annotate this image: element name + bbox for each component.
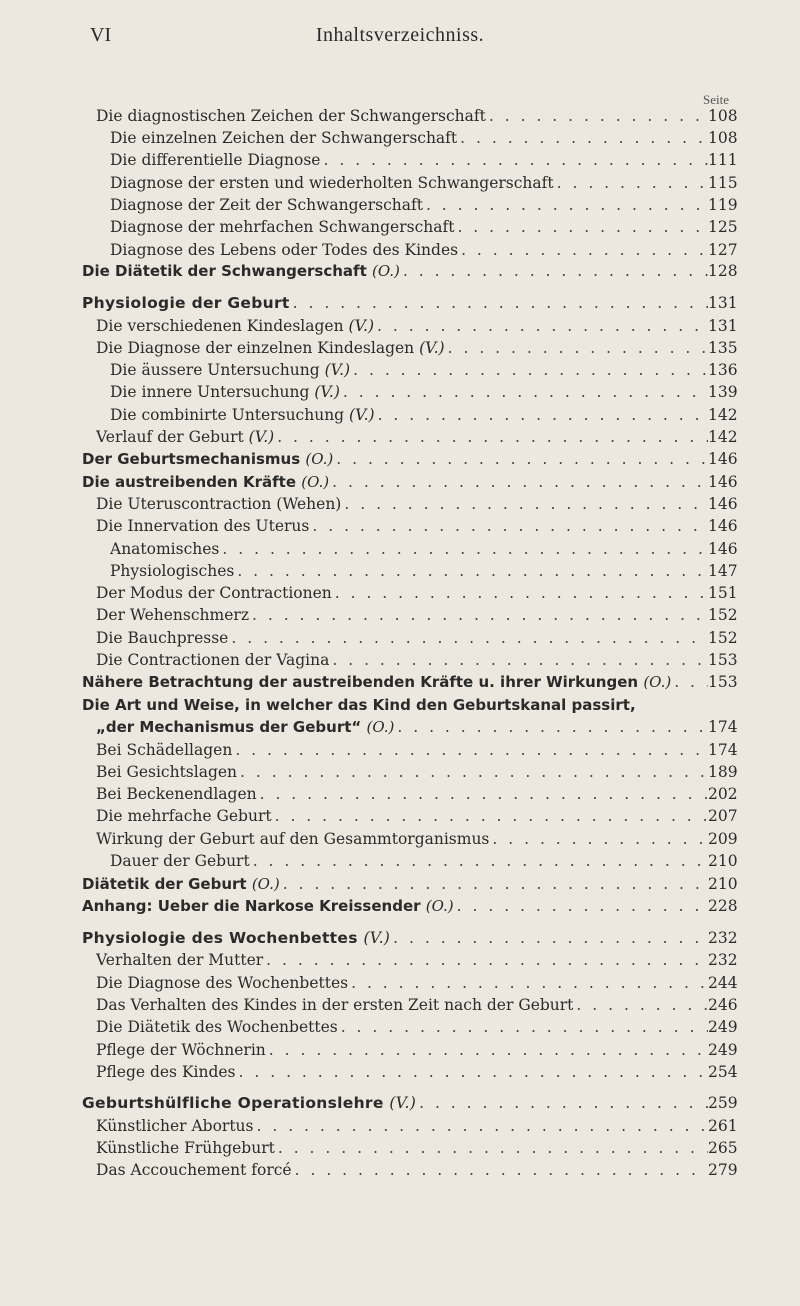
dot-leader	[333, 450, 708, 468]
toc-entry-title	[82, 696, 636, 714]
toc-entry-title	[110, 129, 457, 147]
toc-entry-author-note: (V.)	[314, 383, 340, 401]
toc-entry-text: Die äussere Untersuchung	[110, 361, 320, 379]
toc-entry-text: Die Diagnose der einzelnen Kindeslagen	[96, 339, 415, 357]
toc-entry-title	[96, 517, 309, 535]
toc-entry-title	[96, 495, 341, 513]
toc-entry	[110, 361, 738, 383]
toc-entry-title	[96, 1041, 266, 1059]
dot-leader	[250, 852, 708, 870]
toc-entry-page: 108	[708, 129, 738, 147]
toc-entry-title	[96, 651, 329, 669]
toc-entry	[96, 1018, 738, 1040]
toc-entry-page: 136	[708, 361, 738, 379]
dot-leader	[332, 584, 708, 602]
toc-entry	[96, 741, 738, 763]
toc-entry-title	[96, 339, 445, 357]
toc-entry-page: 279	[708, 1161, 738, 1179]
toc-entry-text: Der Wehenschmerz	[96, 606, 249, 624]
toc-entry-text: Physiologisches	[110, 562, 235, 580]
toc-entry	[110, 129, 738, 151]
toc-entry-page: 249	[708, 1018, 738, 1036]
dot-leader	[457, 129, 708, 147]
dot-leader	[249, 606, 708, 624]
toc-entry-title	[96, 629, 228, 647]
toc-entry-page: 151	[708, 584, 738, 602]
toc-entry-page: 119	[708, 196, 738, 214]
toc-entry-text: Die Innervation des Uterus	[96, 517, 310, 535]
dot-leader	[348, 974, 708, 992]
dot-leader	[341, 495, 708, 513]
toc-entry	[110, 852, 738, 874]
toc-entry	[110, 196, 738, 218]
dot-leader	[290, 294, 708, 312]
toc-entry-text: Künstlicher Abortus	[96, 1117, 254, 1135]
toc-entry-page: 261	[708, 1117, 738, 1135]
toc-entry	[82, 294, 738, 316]
toc-entry-title	[82, 450, 333, 468]
toc-entry-text: Die einzelnen Zeichen der Schwangerschaft	[110, 129, 458, 147]
toc-entry-title	[110, 361, 350, 379]
toc-entry-page: 249	[708, 1041, 738, 1059]
toc-entry-page: 127	[708, 241, 738, 259]
toc-entry-title	[110, 383, 340, 401]
toc-entry	[96, 763, 738, 785]
toc-entry-text: Die Uteruscontraction (Wehen)	[96, 495, 342, 513]
dot-leader	[416, 1094, 708, 1112]
toc-entry-title	[96, 718, 394, 736]
toc-entry-page: 152	[708, 629, 738, 647]
dot-leader	[350, 361, 708, 379]
dot-leader	[280, 875, 708, 893]
toc-entry-page: 115	[708, 174, 738, 192]
dot-leader	[257, 785, 708, 803]
toc-entry	[96, 1117, 738, 1139]
toc-entry-page: 232	[708, 929, 738, 947]
toc-entry	[96, 1139, 738, 1161]
toc-entry-text: Die Diätetik der Schwangerschaft	[82, 262, 367, 280]
page-column-label: Seite	[703, 92, 729, 107]
toc-entry	[96, 107, 738, 129]
toc-entry-text: Pflege des Kindes	[96, 1063, 236, 1081]
toc-entry-text: „der Mechanismus der Geburt“	[96, 718, 362, 736]
toc-entry	[110, 151, 738, 173]
toc-entry-text: Diätetik der Geburt	[82, 875, 247, 893]
dot-leader	[329, 651, 708, 669]
toc-entry-text: Bei Schädellagen	[96, 741, 233, 759]
toc-entry-text: Die combinirte Untersuchung	[110, 406, 345, 424]
toc-entry-text: Bei Beckenendlagen	[96, 785, 257, 803]
dot-leader	[266, 1041, 708, 1059]
toc-entry	[96, 830, 738, 852]
toc-entry-author-note: (O.)	[301, 473, 330, 491]
toc-entry-author-note: (V.)	[348, 317, 375, 335]
dot-leader	[236, 1063, 708, 1081]
toc-entry-text: Die Art und Weise, in welcher das Kind den Geburtskanal passirt,	[82, 696, 636, 714]
toc-entry-page: 131	[708, 294, 738, 312]
toc-entry-title	[110, 196, 423, 214]
toc-entry	[96, 428, 738, 450]
toc-entry-text: Die innere Untersuchung	[110, 383, 310, 401]
toc-entry-author-note: (V.)	[389, 1094, 417, 1112]
toc-entry	[96, 339, 738, 361]
toc-entry-page: 142	[708, 428, 738, 446]
dot-leader	[573, 996, 708, 1014]
toc-entry-text: Diagnose der mehrfachen Schwangerschaft	[110, 218, 455, 236]
toc-entry	[110, 406, 738, 428]
page-number: VI	[90, 24, 112, 46]
toc-entry-page: 146	[708, 495, 738, 513]
toc-entry-title	[110, 540, 219, 558]
toc-entry-text: Die Bauchpresse	[96, 629, 229, 647]
toc-entry-title	[82, 473, 329, 491]
toc-entry-page: 146	[708, 517, 738, 535]
toc-entry-page: 146	[708, 473, 738, 491]
dot-leader	[219, 540, 708, 558]
toc-entry-author-note: (V.)	[349, 406, 375, 424]
toc-entry-text: Verhalten der Mutter	[96, 951, 264, 969]
toc-entry-title	[96, 428, 274, 446]
toc-entry-title	[96, 107, 486, 125]
toc-entry-text: Das Verhalten des Kindes in der ersten Zeit nach der Geburt	[96, 996, 574, 1014]
toc-entry-text: Das Accouchement forcé	[96, 1161, 292, 1179]
toc-entry-text: Verlauf der Geburt	[96, 428, 244, 446]
toc-entry	[110, 540, 738, 562]
toc-entry-title	[110, 218, 454, 236]
toc-entry-text: Die Diätetik des Wochenbettes	[96, 1018, 338, 1036]
toc-entry-author-note: (O.)	[643, 673, 672, 691]
toc-entry-title	[110, 151, 320, 169]
dot-leader	[671, 673, 708, 691]
toc-entry-text: Dauer der Geburt	[110, 852, 250, 870]
toc-entry-page: 244	[708, 974, 738, 992]
dot-leader	[454, 897, 708, 915]
toc-entry	[82, 897, 738, 919]
toc-entry-text: Anhang: Ueber die Narkose Kreissender	[82, 897, 421, 915]
toc-entry	[96, 1041, 738, 1063]
toc-entry-title	[96, 1018, 338, 1036]
toc-entry	[96, 584, 738, 606]
toc-entry	[96, 651, 738, 673]
dot-leader	[375, 406, 708, 424]
toc-entry-page: 152	[708, 606, 738, 624]
dot-leader	[272, 807, 708, 825]
toc-entry	[96, 317, 738, 339]
toc-entry	[82, 1094, 738, 1116]
toc-entry-page: 174	[708, 718, 738, 736]
toc-entry-title	[82, 897, 454, 915]
toc-entry	[96, 1063, 738, 1085]
dot-leader	[340, 383, 708, 401]
toc-entry-text: Diagnose des Lebens oder Todes des Kindes	[110, 241, 459, 259]
toc-entry-title	[82, 294, 290, 312]
toc-entry-title	[96, 807, 272, 825]
toc-entry-page: 228	[708, 897, 738, 915]
toc-entry-title	[82, 673, 671, 691]
toc-entry-title	[96, 996, 573, 1014]
dot-leader	[275, 1139, 708, 1157]
toc-entry-text: Wirkung der Geburt auf den Gesammtorganismus	[96, 830, 490, 848]
dot-leader	[274, 428, 708, 446]
toc-entry	[96, 517, 738, 539]
toc-entry	[82, 929, 738, 951]
toc-entry-page: 189	[708, 763, 738, 781]
toc-entry-title	[110, 174, 554, 192]
toc-entry-text: Physiologie der Geburt	[82, 294, 290, 312]
toc-entry-author-note: (O.)	[366, 718, 395, 736]
toc-entry	[96, 807, 738, 829]
toc-entry-title	[110, 852, 250, 870]
toc-entry-page: 259	[708, 1094, 738, 1112]
toc-entry-text: Die mehrfache Geburt	[96, 807, 272, 825]
toc-entry-text: Die austreibenden Kräfte	[82, 473, 297, 491]
toc-entry	[96, 718, 738, 740]
toc-entry-title	[96, 741, 232, 759]
toc-entry-page: 125	[708, 218, 738, 236]
toc-entry-text: Der Modus der Contractionen	[96, 584, 332, 602]
toc-entry-text: Geburtshülfliche Operationslehre	[82, 1094, 384, 1112]
toc-entry-text: Pflege der Wöchnerin	[96, 1041, 266, 1059]
toc-entry-page: 139	[708, 383, 738, 401]
toc-entry-title	[110, 406, 375, 424]
dot-leader	[400, 262, 708, 280]
dot-leader	[232, 741, 708, 759]
toc-entry-text: Die differentielle Diagnose	[110, 151, 321, 169]
toc-entry-author-note: (O.)	[425, 897, 454, 915]
toc-entry-title	[96, 1117, 254, 1135]
toc-entry-page: 146	[708, 540, 738, 558]
dot-leader	[309, 517, 708, 535]
toc-entry-author-note: (V.)	[248, 428, 275, 446]
toc-entry-page: 207	[708, 807, 738, 825]
toc-entry-text: Nähere Betrachtung der austreibenden Kräfte u. ihrer Wirkungen	[82, 673, 639, 691]
toc-entry-page: 174	[708, 741, 738, 759]
dot-leader	[486, 107, 708, 125]
toc-entry	[82, 450, 738, 472]
toc-entry	[110, 383, 738, 405]
toc-entry-page: 111	[708, 151, 738, 169]
toc-entry-title	[96, 317, 374, 335]
toc-entry-author-note: (V.)	[324, 361, 351, 379]
toc-entry	[82, 262, 738, 284]
toc-entry	[96, 974, 738, 996]
page-header	[0, 8, 800, 52]
running-title: Inhaltsverzeichniss.	[315, 24, 485, 46]
toc-entry-page: 209	[708, 830, 738, 848]
toc-entry-title	[96, 974, 348, 992]
toc-entry-page: 153	[708, 651, 738, 669]
toc-entry-page: 142	[708, 406, 738, 424]
toc-entry-text: Künstliche Frühgeburt	[96, 1139, 275, 1157]
dot-leader	[329, 473, 708, 491]
toc-entry-page: 202	[708, 785, 738, 803]
toc-entry-page: 131	[708, 317, 738, 335]
toc-entry-title	[96, 1161, 292, 1179]
toc-entry-title	[110, 241, 458, 259]
toc-entry-title	[82, 1094, 416, 1112]
dot-leader	[292, 1161, 708, 1179]
toc-entry	[82, 696, 738, 718]
toc-entry-title	[96, 763, 237, 781]
dot-leader	[234, 562, 708, 580]
toc-entry-title	[96, 830, 489, 848]
dot-leader	[338, 1018, 708, 1036]
dot-leader	[489, 830, 708, 848]
toc-entry	[110, 218, 738, 240]
toc-entry	[110, 562, 738, 584]
toc-entry-text: Die Diagnose des Wochenbettes	[96, 974, 349, 992]
toc-entry-title	[82, 262, 400, 280]
toc-entry-text: Die Contractionen der Vagina	[96, 651, 330, 669]
toc-entry-author-note: (V.)	[419, 339, 445, 357]
toc-entry-text: Die diagnostischen Zeichen der Schwangerschaft	[96, 107, 486, 125]
toc-entry-page: 232	[708, 951, 738, 969]
toc-entry	[96, 606, 738, 628]
toc-entry-author-note: (O.)	[305, 450, 334, 468]
toc-entry	[82, 473, 738, 495]
dot-leader	[374, 317, 708, 335]
toc-entry-page: 108	[708, 107, 738, 125]
toc-entry-title	[96, 951, 263, 969]
toc-entry	[96, 996, 738, 1018]
toc-entry-page: 146	[708, 450, 738, 468]
toc-entry	[82, 673, 738, 695]
dot-leader	[320, 151, 708, 169]
dot-leader	[254, 1117, 709, 1135]
toc-entry-text: Anatomisches	[110, 540, 220, 558]
toc-entry-text: Bei Gesichtslagen	[96, 763, 238, 781]
dot-leader	[394, 718, 708, 736]
toc-entry-title	[82, 875, 280, 893]
dot-leader	[554, 174, 708, 192]
toc-entry-page: 128	[708, 262, 738, 280]
toc-entry	[96, 785, 738, 807]
dot-leader	[390, 929, 708, 947]
toc-entry-author-note: (O.)	[251, 875, 280, 893]
dot-leader	[228, 629, 708, 647]
toc-entry-page: 135	[708, 339, 738, 357]
toc-entry	[96, 951, 738, 973]
toc-entry-title	[96, 584, 332, 602]
toc-entry	[96, 629, 738, 651]
toc-entry-page: 210	[708, 875, 738, 893]
dot-leader	[263, 951, 708, 969]
toc-entry	[82, 875, 738, 897]
dot-leader	[423, 196, 708, 214]
toc-entry-title	[110, 562, 234, 580]
dot-leader	[237, 763, 708, 781]
toc-entry-text: Diagnose der Zeit der Schwangerschaft	[110, 196, 423, 214]
toc-entry-page: 265	[708, 1139, 738, 1157]
toc-entry-text: Die verschiedenen Kindeslagen	[96, 317, 344, 335]
toc-entry-text: Diagnose der ersten und wiederholten Schwangerschaft	[110, 174, 554, 192]
toc-entry	[96, 495, 738, 517]
toc-entry-author-note: (V.)	[363, 929, 391, 947]
toc-entry-page: 210	[708, 852, 738, 870]
toc-entry-title	[96, 1063, 236, 1081]
toc-entry-title	[96, 606, 249, 624]
toc-entry	[110, 241, 738, 263]
toc-entry-text: Physiologie des Wochenbettes	[82, 929, 358, 947]
toc-entry-author-note: (O.)	[371, 262, 400, 280]
toc-entry-text: Der Geburtsmechanismus	[82, 450, 301, 468]
dot-leader	[458, 241, 708, 259]
toc-entry-page: 153	[708, 673, 738, 691]
dot-leader	[454, 218, 708, 236]
toc-entry-title	[82, 929, 390, 947]
toc-entry-page: 254	[708, 1063, 738, 1081]
toc-entry	[96, 1161, 738, 1183]
toc-entry-page: 246	[708, 996, 738, 1014]
toc-entry-title	[96, 1139, 275, 1157]
dot-leader	[445, 339, 708, 357]
toc-entry	[110, 174, 738, 196]
toc-entry-title	[96, 785, 257, 803]
toc-entry-page: 147	[708, 562, 738, 580]
